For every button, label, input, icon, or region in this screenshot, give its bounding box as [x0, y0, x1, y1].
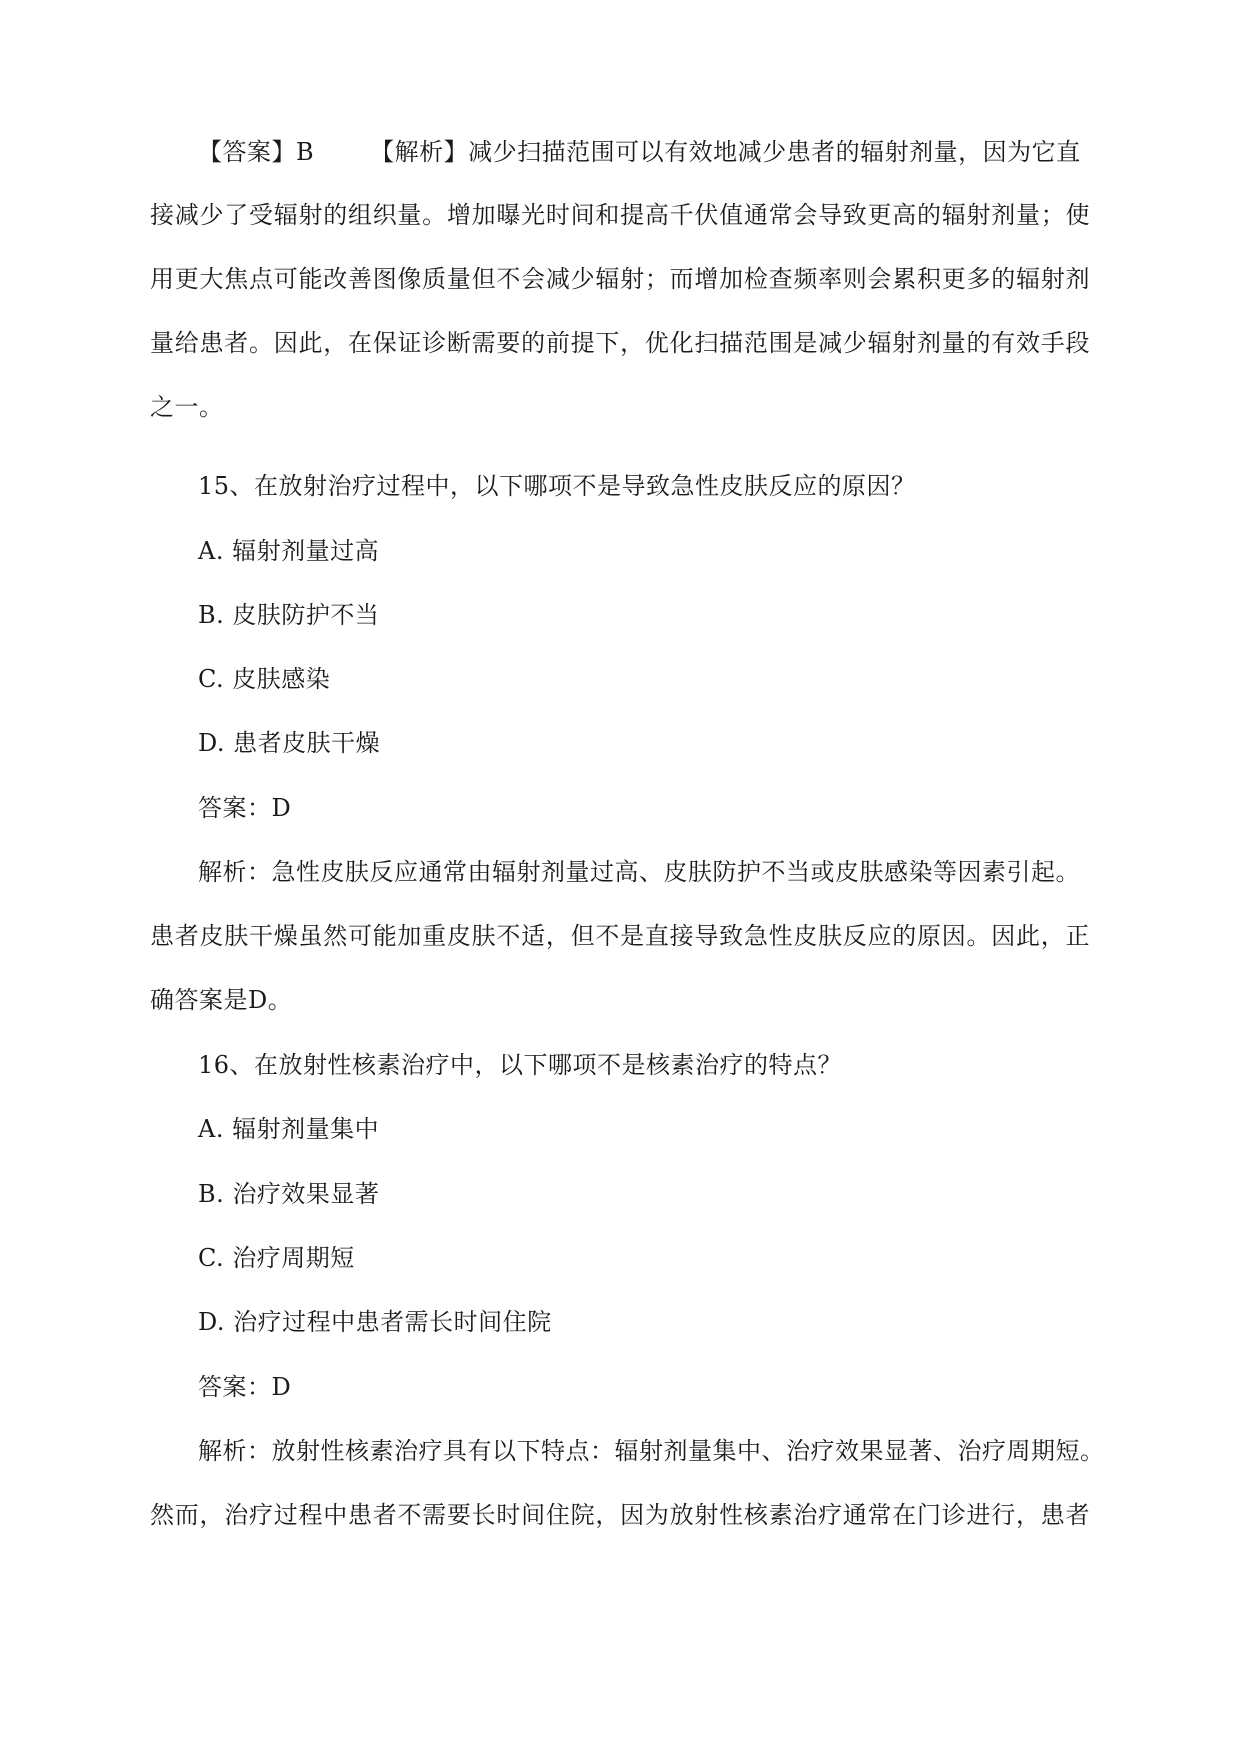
analysis-15-line: 确答案是D。: [150, 986, 293, 1014]
option-c: C. 治疗周期短: [198, 1244, 355, 1272]
analysis-line: 量给患者。因此，在保证诊断需要的前提下，优化扫描范围是减少辐射剂量的有效手段: [150, 329, 1090, 357]
analysis-line: 用更大焦点可能改善图像质量但不会减少辐射；而增加检查频率则会累积更多的辐射剂: [150, 265, 1090, 293]
option-a: A. 辐射剂量集中: [198, 1115, 380, 1143]
option-d: D. 患者皮肤干燥: [198, 729, 381, 757]
option-b: B. 皮肤防护不当: [198, 601, 380, 629]
analysis-line: 接减少了受辐射的组织量。增加曝光时间和提高千伏值通常会导致更高的辐射剂量；使: [150, 201, 1090, 229]
analysis-15-line: 患者皮肤干燥虽然可能加重皮肤不适，但不是直接导致急性皮肤反应的原因。因此，正: [150, 922, 1090, 950]
analysis-16-line: 解析：放射性核素治疗具有以下特点：辐射剂量集中、治疗效果显著、治疗周期短。: [198, 1437, 1105, 1465]
option-d: D. 治疗过程中患者需长时间住院: [198, 1308, 552, 1336]
question-15: 15、在放射治疗过程中，以下哪项不是导致急性皮肤反应的原因？: [198, 472, 916, 500]
analysis-16-line: 然而，治疗过程中患者不需要长时间住院，因为放射性核素治疗通常在门诊进行，患者: [150, 1501, 1090, 1529]
answer-label: 【答案】B: [198, 138, 315, 166]
answer-line: [198, 135, 1138, 169]
analysis-text: 【解析】减少扫描范围可以有效地减少患者的辐射剂量，因为它直: [370, 138, 1081, 166]
question-16: 16、在放射性核素治疗中，以下哪项不是核素治疗的特点？: [198, 1051, 843, 1079]
option-a: A. 辐射剂量过高: [198, 537, 380, 565]
answer-15: 答案：D: [198, 794, 292, 822]
analysis-line: 之一。: [150, 393, 224, 421]
analysis-15-line: 解析：急性皮肤反应通常由辐射剂量过高、皮肤防护不当或皮肤感染等因素引起。: [198, 858, 1080, 886]
option-c: C. 皮肤感染: [198, 665, 331, 693]
option-b: B. 治疗效果显著: [198, 1180, 380, 1208]
answer-16: 答案：D: [198, 1373, 292, 1401]
